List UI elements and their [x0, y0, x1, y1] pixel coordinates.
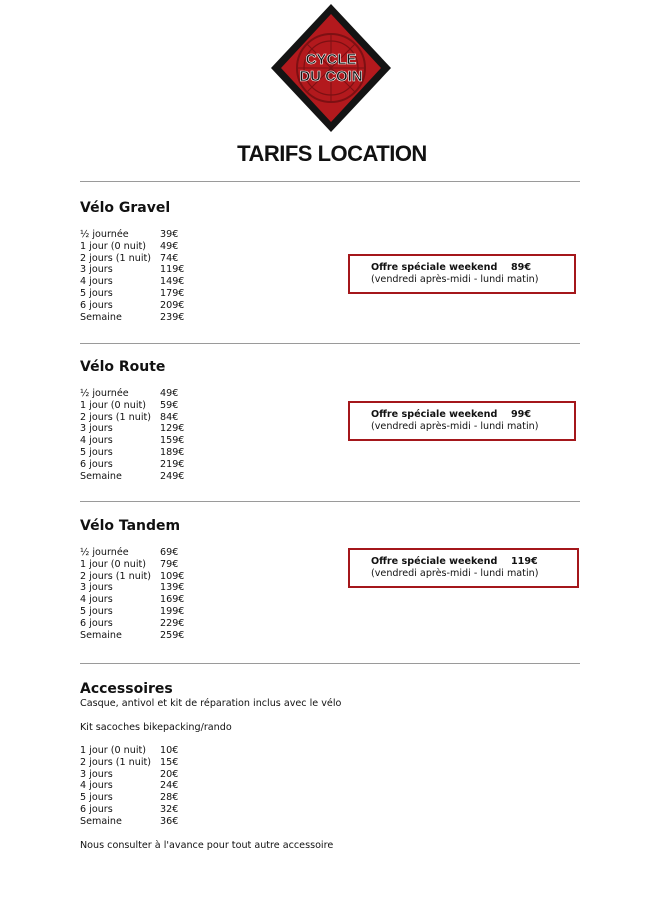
duration-label: ½ journée — [80, 229, 129, 240]
price-row — [80, 606, 580, 618]
price-value: 49€ — [160, 388, 179, 399]
duration-label: Semaine — [80, 311, 122, 323]
weekend-offer-box — [348, 254, 576, 294]
divider — [80, 663, 580, 664]
duration-label: Semaine — [80, 470, 122, 482]
price-value: 189€ — [160, 446, 185, 458]
price-row — [80, 757, 580, 769]
price-value: 259€ — [160, 629, 185, 641]
duration-label: ½ journée — [80, 547, 129, 558]
divider — [80, 181, 580, 182]
price-value: 10€ — [160, 745, 179, 756]
price-value: 139€ — [160, 582, 185, 594]
duration-label: 6 jours — [80, 803, 113, 815]
section-title: Vélo Tandem — [80, 518, 181, 534]
divider — [80, 501, 580, 502]
duration-label: Semaine — [80, 629, 122, 641]
price-row — [80, 745, 580, 757]
section-accessoires — [80, 680, 580, 852]
price-value: 74€ — [160, 252, 179, 264]
footer-note: Nous consulter à l'avance pour tout autre accessoire — [80, 839, 334, 851]
offer-detail: (vendredi après-midi - lundi matin) — [371, 420, 539, 432]
offer-price: 89€ — [511, 262, 532, 273]
duration-label: 1 jour (0 nuit) — [80, 399, 146, 411]
offer-detail: (vendredi après-midi - lundi matin) — [371, 567, 539, 579]
duration-label: Semaine — [80, 815, 122, 827]
price-value: 219€ — [160, 458, 185, 470]
price-value: 15€ — [160, 756, 179, 768]
price-value: 199€ — [160, 605, 185, 617]
divider — [80, 343, 580, 344]
price-row — [80, 618, 580, 630]
section-title: Vélo Route — [80, 359, 166, 375]
duration-label: 6 jours — [80, 299, 113, 311]
price-value: 239€ — [160, 311, 185, 323]
price-value: 84€ — [160, 411, 179, 423]
price-value: 249€ — [160, 470, 185, 482]
price-value: 39€ — [160, 229, 179, 240]
offer-price: 119€ — [511, 556, 538, 567]
duration-label: 1 jour (0 nuit) — [80, 558, 146, 570]
price-value: 20€ — [160, 768, 179, 780]
price-value: 28€ — [160, 792, 179, 804]
offer-label: Offre spéciale weekend — [371, 556, 498, 567]
duration-label: 3 jours — [80, 768, 113, 780]
duration-label: 5 jours — [80, 605, 113, 617]
duration-label: 4 jours — [80, 780, 113, 792]
price-row — [80, 769, 580, 781]
offer-price: 99€ — [511, 409, 532, 420]
duration-label: 6 jours — [80, 458, 113, 470]
price-row — [80, 630, 580, 642]
section-title: Vélo Gravel — [80, 200, 171, 216]
price-row — [80, 792, 580, 804]
offer-detail: (vendredi après-midi - lundi matin) — [371, 273, 539, 285]
price-value: 49€ — [160, 240, 179, 252]
price-value: 24€ — [160, 780, 179, 792]
price-value: 169€ — [160, 594, 185, 606]
price-value: 209€ — [160, 299, 185, 311]
duration-label: 5 jours — [80, 792, 113, 804]
price-row — [80, 459, 580, 471]
price-value: 179€ — [160, 287, 185, 299]
price-value: 109€ — [160, 570, 185, 582]
price-value: 129€ — [160, 423, 185, 435]
duration-label: 4 jours — [80, 435, 113, 447]
price-row — [80, 804, 580, 816]
weekend-offer-box — [348, 548, 579, 588]
duration-label: 6 jours — [80, 617, 113, 629]
price-row — [80, 816, 580, 828]
price-value: 36€ — [160, 815, 179, 827]
price-row — [80, 594, 580, 606]
duration-label: 3 jours — [80, 264, 113, 276]
logo-text-line1: CYCLE — [305, 51, 357, 68]
price-value: 69€ — [160, 547, 179, 558]
price-value: 159€ — [160, 435, 185, 447]
price-row — [80, 447, 580, 459]
price-row — [80, 229, 580, 241]
weekend-offer-box — [348, 401, 576, 441]
duration-label: ½ journée — [80, 388, 129, 399]
price-value: 32€ — [160, 803, 179, 815]
price-value: 229€ — [160, 617, 185, 629]
price-value: 59€ — [160, 399, 179, 411]
logo-text-line2: DU COIN — [299, 68, 363, 85]
duration-label: 2 jours (1 nuit) — [80, 252, 151, 264]
price-row — [80, 780, 580, 792]
price-row — [80, 300, 580, 312]
duration-label: 5 jours — [80, 446, 113, 458]
price-row — [80, 312, 580, 324]
price-row — [80, 241, 580, 253]
duration-label: 2 jours (1 nuit) — [80, 570, 151, 582]
offer-label: Offre spéciale weekend — [371, 262, 498, 273]
duration-label: 4 jours — [80, 276, 113, 288]
kit-title: Kit sacoches bikepacking/rando — [80, 722, 232, 733]
duration-label: 5 jours — [80, 287, 113, 299]
price-value: 149€ — [160, 276, 185, 288]
duration-label: 4 jours — [80, 594, 113, 606]
price-value: 119€ — [160, 264, 185, 276]
price-value: 79€ — [160, 558, 179, 570]
offer-label: Offre spéciale weekend — [371, 409, 498, 420]
duration-label: 3 jours — [80, 423, 113, 435]
page-title: TARIFS LOCATION — [237, 141, 427, 166]
duration-label: 1 jour (0 nuit) — [80, 745, 146, 756]
price-row — [80, 471, 580, 483]
duration-label: 2 jours (1 nuit) — [80, 411, 151, 423]
price-row — [80, 388, 580, 400]
duration-label: 3 jours — [80, 582, 113, 594]
section-title: Accessoires — [80, 681, 173, 697]
included-note: Casque, antivol et kit de réparation inclus avec le vélo — [80, 698, 342, 709]
cycle-du-coin-logo — [269, 2, 393, 134]
duration-label: 1 jour (0 nuit) — [80, 240, 146, 252]
duration-label: 2 jours (1 nuit) — [80, 756, 151, 768]
